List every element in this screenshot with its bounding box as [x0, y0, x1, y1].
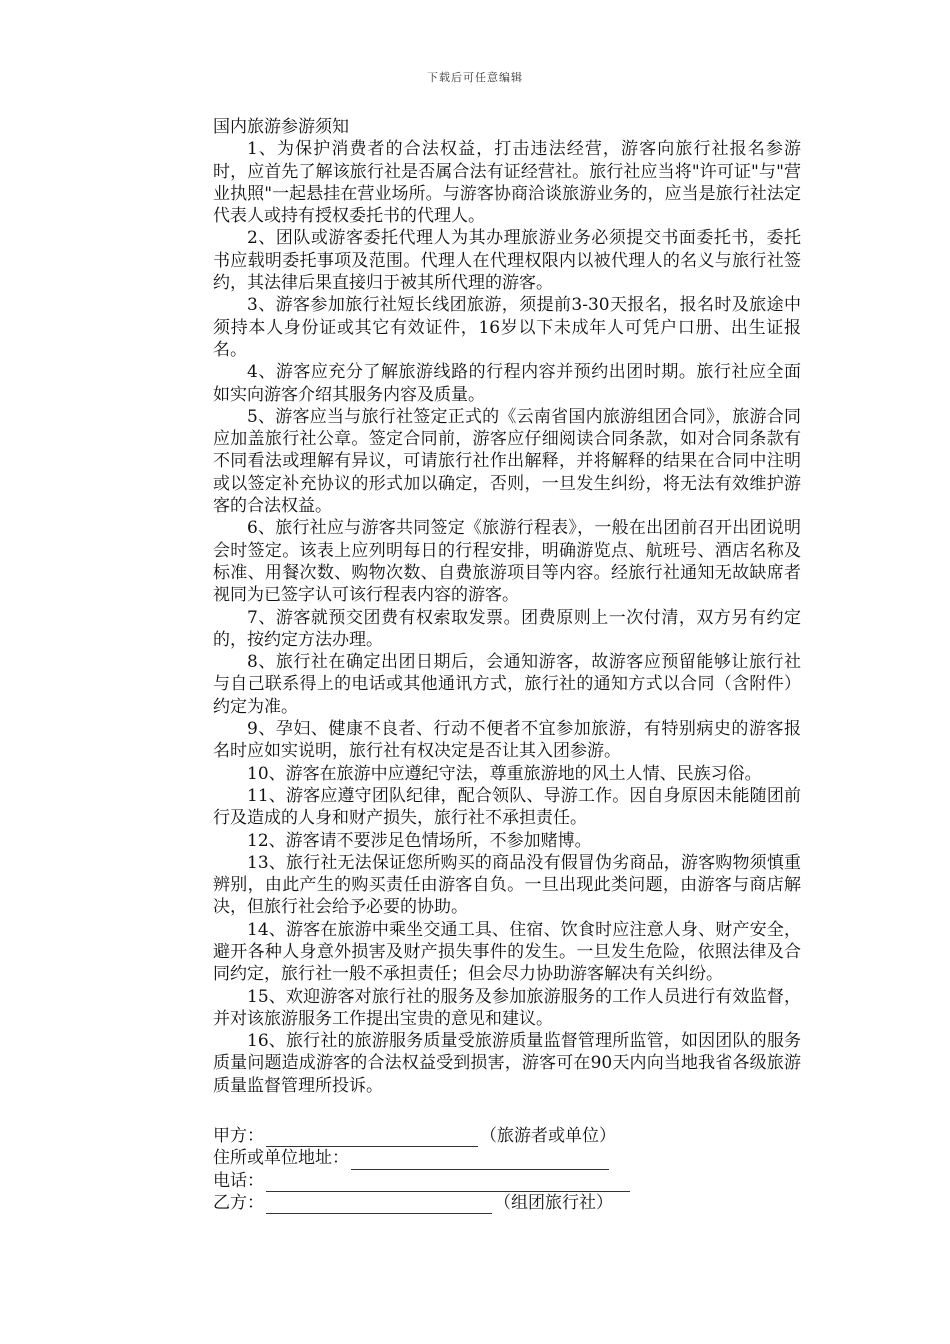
- clause-9: 9、孕妇、健康不良者、行动不便者不宜参加旅游，有特别病史的游客报名时应如实说明，旅行社有权决定是否让其入团参游。: [213, 719, 801, 762]
- address-label: 住所或单位地址：: [213, 1148, 349, 1169]
- clause-11: 11、游客应遵守团队纪律，配合领队、导游工作。因自身原因未能随团前行及造成的人身和财产损失，旅行社不承担责任。: [213, 785, 801, 829]
- party-a-blank[interactable]: [266, 1130, 478, 1147]
- party-b-line: [213, 1192, 633, 1214]
- clause-16: 16、旅行社的旅游服务质量受旅游质量监督管理所监管，如因团队的服务质量问题造成游客的合法权益受到损害，游客可在90天内向当地我省各级旅游质量监督管理所投诉。: [213, 1031, 801, 1096]
- clause-13: 13、旅行社无法保证您所购买的商品没有假冒伪劣商品，游客购物须慎重辨别，由此产生的购买责任由游客自负。一旦出现此类问题，由游客与商店解决，但旅行社会给予必要的协助。: [213, 852, 801, 918]
- party-a-line: [213, 1125, 633, 1147]
- phone-line: [213, 1170, 633, 1192]
- clause-14: 14、游客在旅游中乘坐交通工具、住宿、饮食时应注意人身、财产安全，避开各种人身意外损害及财产损失事件的发生。一旦发生危险，依照法律及合同约定，旅行社一般不承担责任；但会尽力协助游客解决有关纠纷。: [213, 919, 801, 985]
- party-a-label: 甲方：: [213, 1126, 264, 1146]
- clause-2: 2、团队或游客委托代理人为其办理旅游业务必须提交书面委托书，委托书应载明委托事项及范围。代理人在代理权限内以被代理人的名义与旅行社签约，其法律后果直接归于被其所代理的游客。: [213, 228, 801, 294]
- document-body: [213, 116, 801, 1097]
- phone-blank[interactable]: [266, 1175, 630, 1192]
- clause-15: 15、欢迎游客对旅行社的服务及参加旅游服务的工作人员进行有效监督，并对该旅游服务工作提出宝贵的意见和建议。: [213, 986, 801, 1029]
- party-b-label: 乙方：: [213, 1192, 264, 1213]
- phone-label: 电话：: [213, 1170, 264, 1191]
- party-b-note: （组团旅行社）: [494, 1192, 613, 1213]
- address-line: [213, 1147, 633, 1169]
- address-blank[interactable]: [351, 1153, 609, 1170]
- clause-6: 6、旅行社应与游客共同签定《旅游行程表》，一般在出团前召开出团说明会时签定。该表上应列明每日的行程安排，明确游览点、航班号、酒店名称及标准、用餐次数、购物次数、自费旅游项目等内容。经旅行社通知无故缺席者视同为已签字认可该行程表内容的游客。: [213, 518, 801, 606]
- clause-10: 10、游客在旅游中应遵纪守法，尊重旅游地的风土人情、民族习俗。: [247, 763, 762, 784]
- clause-5: 5、游客应当与旅行社签定正式的《云南省国内旅游组团合同》，旅游合同应加盖旅行社公章。签定合同前，游客应仔细阅读合同条款，如对合同条款有不同看法或理解有异议，可请旅行社作出解释，并将解释的结果在合同中注明或以签定补充协议的形式加以确定，否则，一旦发生纠纷，将无法有效维护游客的合法权益。: [213, 406, 801, 517]
- clause-7: 7、游客就预交团费有权索取发票。团费原则上一次付清，双方另有约定的，按约定方法办理。: [213, 607, 801, 650]
- signature-block: [213, 1125, 633, 1214]
- party-a-note: （旅游者或单位）: [480, 1126, 616, 1146]
- clause-8: 8、旅行社在确定出团日期后，会通知游客，故游客应预留能够让旅行社与自己联系得上的电话或其他通讯方式，旅行社的通知方式以合同（含附件）约定为准。: [213, 652, 801, 717]
- clause-12: 12、游客请不要涉足色情场所，不参加赌博。: [247, 830, 592, 851]
- clause-1: 1、为保护消费者的合法权益，打击违法经营，游客向旅行社报名参游时，应首先了解该旅行社是否属合法有证经营社。旅行社应当将"许可证"与"营业执照"一起悬挂在营业场所。与游客协商洽谈旅游业务的，应当是旅行社法定代表人或持有授权委托书的代理人。: [213, 139, 801, 227]
- party-b-blank[interactable]: [266, 1197, 492, 1214]
- clause-3: 3、游客参加旅行社短长线团旅游，须提前3-30天报名，报名时及旅途中须持本人身份证或其它有效证件，16岁以下未成年人可凭户口册、出生证报名。: [213, 295, 801, 360]
- document-title: 国内旅游参游须知: [213, 117, 349, 137]
- clause-4: 4、游客应充分了解旅游线路的行程内容并预约出团时期。旅行社应全面如实向游客介绍其服务内容及质量。: [213, 362, 801, 405]
- header-note: 下载后可任意编辑: [427, 71, 523, 84]
